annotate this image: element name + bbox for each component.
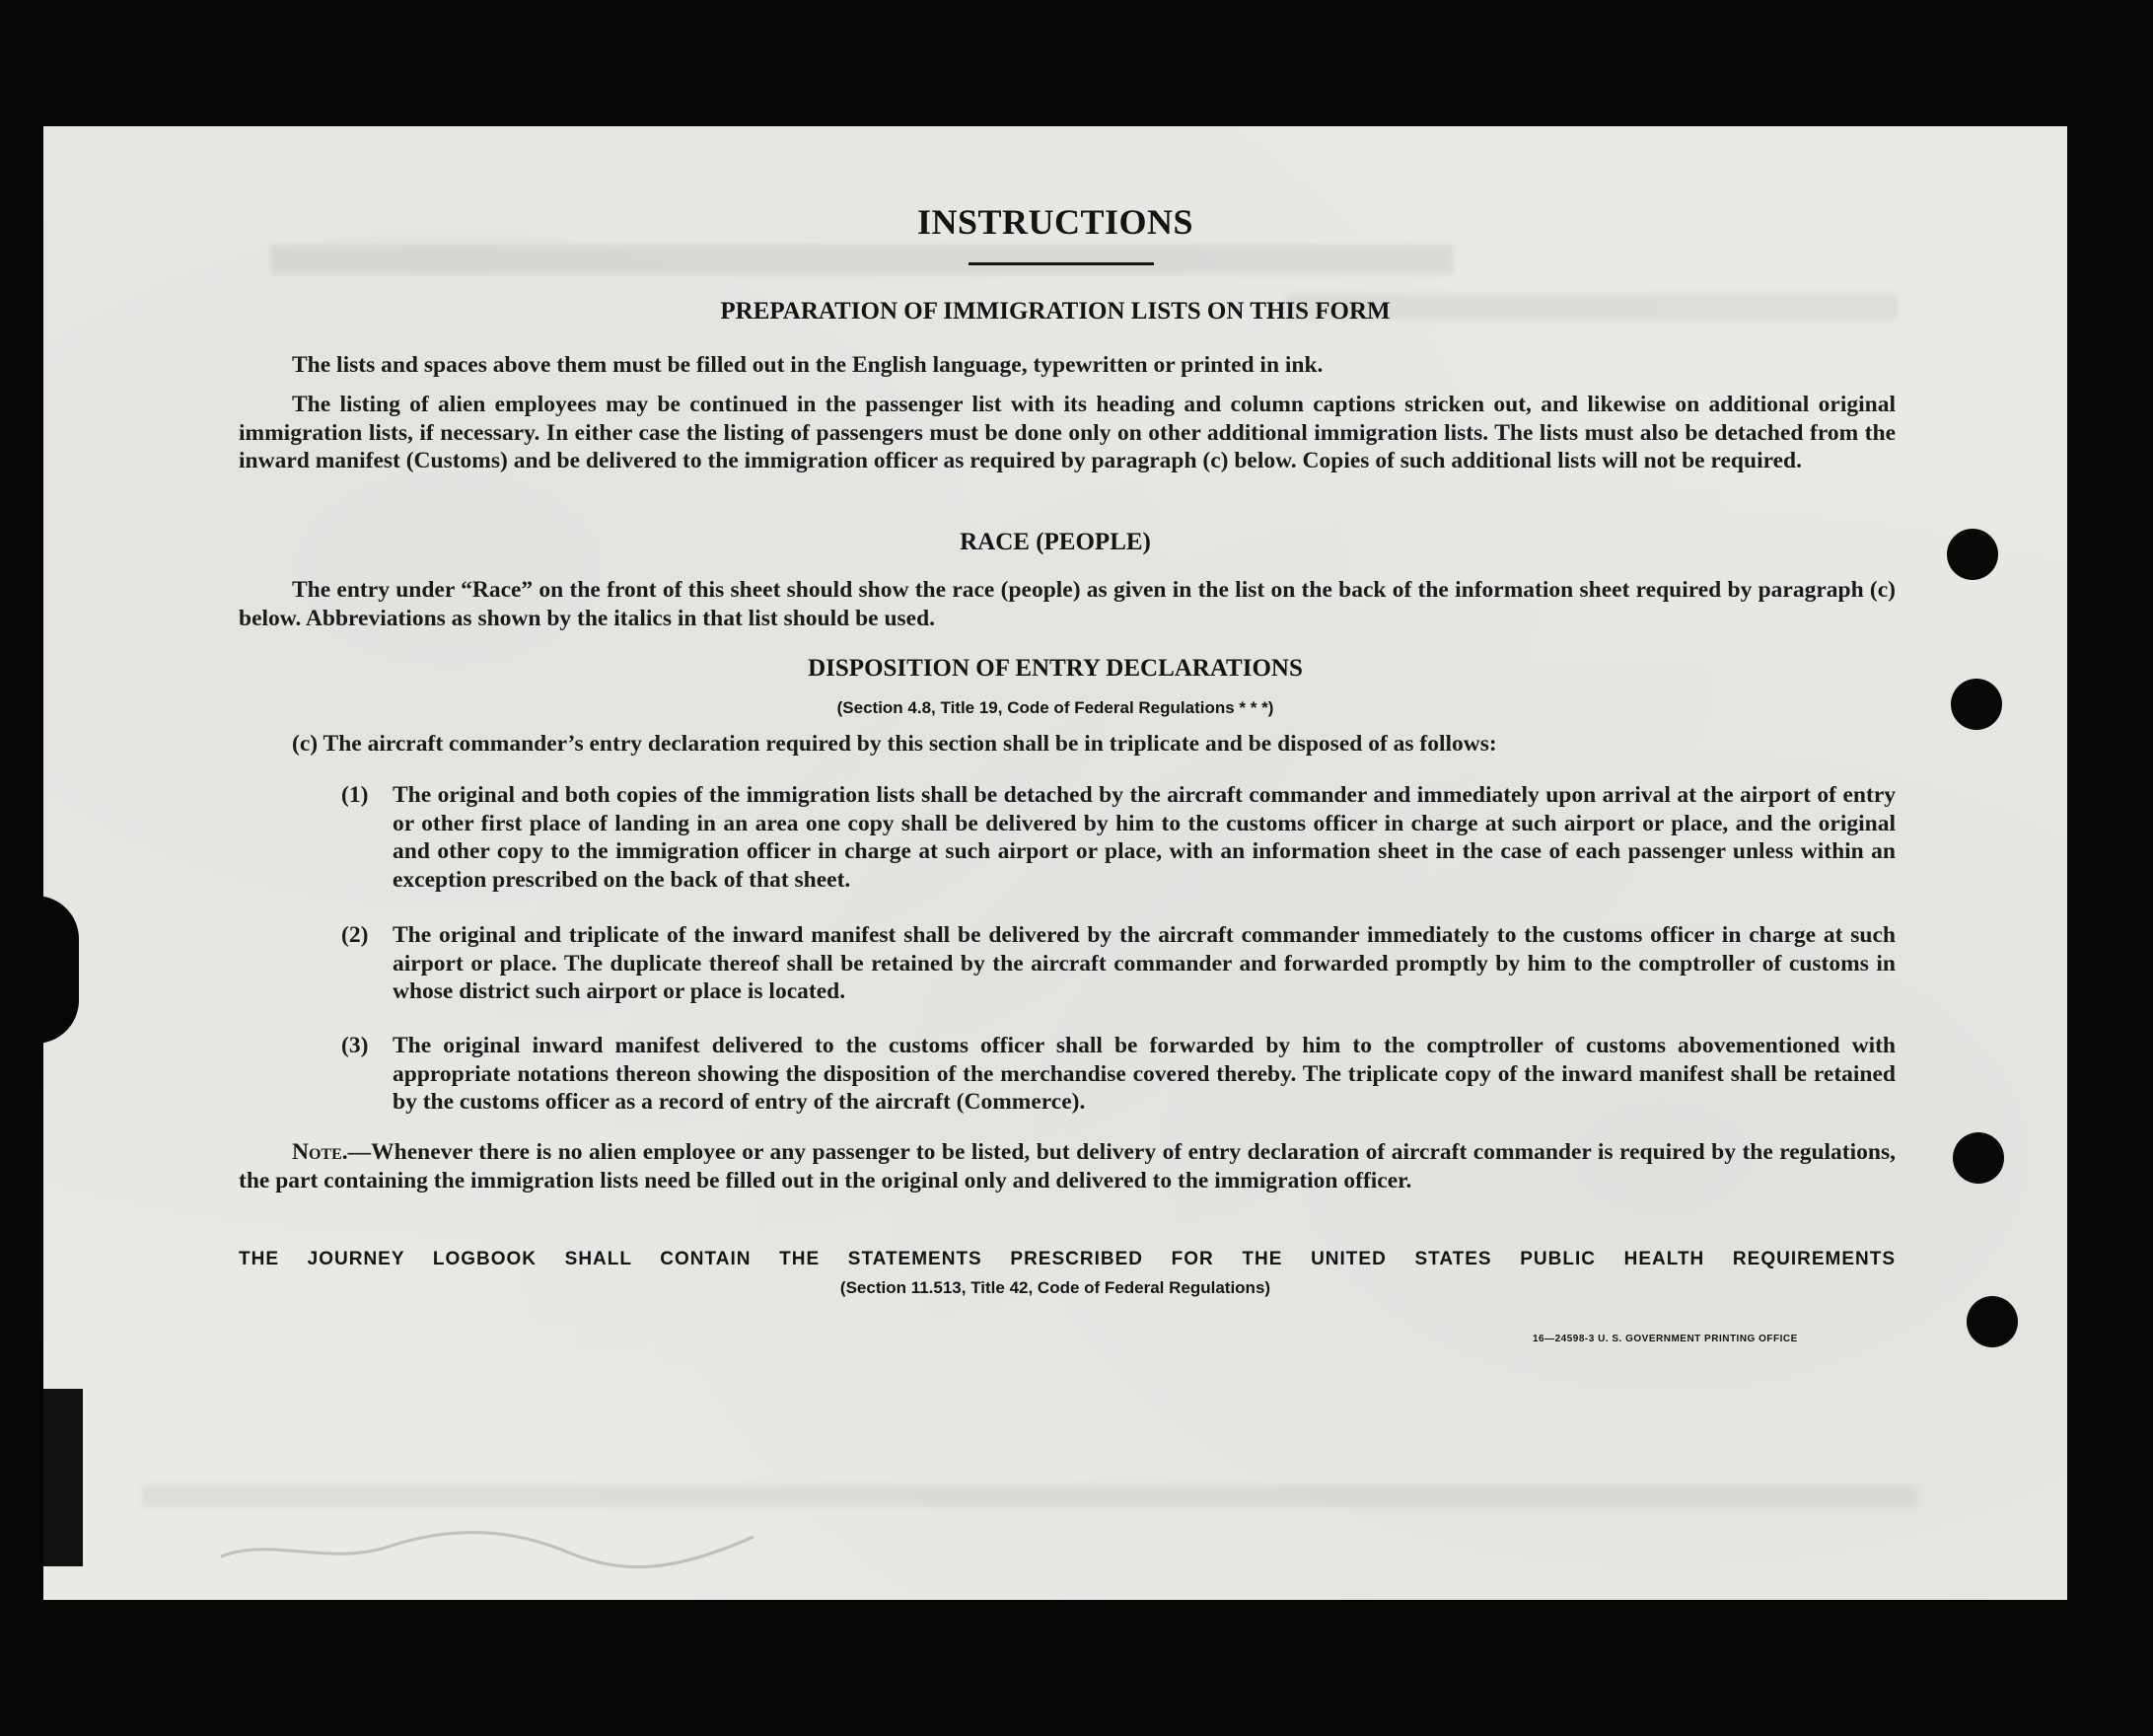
item-text: The original and triplicate of the inward manifest shall be delivered by the aircraft commander immediately to the customs officer in charge at such airport or place. The duplicate thereof shall be retained by the aircraft commander and forwarded promptly by him to the comptroller of customs in whose district such airport or place is located.: [393, 922, 1896, 1004]
document-title: INSTRUCTIONS: [916, 202, 1194, 242]
item-number: (2): [341, 922, 369, 948]
paragraph-c-text: The aircraft commander’s entry declaration required by this section shall be in triplicate and be disposed of as follows:: [323, 731, 1497, 757]
disposition-item-3: [341, 1032, 1896, 1117]
title-underline: [969, 262, 1154, 265]
preparation-paragraph-2: The listing of alien employees may be continued in the passenger list with its heading and column captions stricken out, and likewise on additional original immigration lists, if necessary. In either case the listing of passengers must be done only on other additional immigration lists. The lists must also be detached from the inward manifest (Customs) and be delivered to the immigration officer as required by paragraph (c) below. Copies of such additional lists will not be required.: [239, 392, 1896, 473]
document-content: [43, 126, 2067, 1600]
preparation-paragraph-1: The lists and spaces above them must be filled out in the English language, typewritten or printed in ink.: [292, 352, 1324, 378]
health-citation: (Section 11.513, Title 42, Code of Federal Regulations): [839, 1278, 1271, 1297]
disposition-citation: (Section 4.8, Title 19, Code of Federal Regulations * * *): [836, 698, 1274, 717]
printing-imprint: 16—24598-3 U. S. GOVERNMENT PRINTING OFFICE: [1533, 1334, 1798, 1344]
preparation-heading: PREPARATION OF IMMIGRATION LISTS ON THIS FORM: [720, 298, 1391, 325]
note-text: —Whenever there is no alien employee or any passenger to be listed, but delivery of entry declaration of aircraft commander is required by the regulations, the part containing the immigration lists need be filled out in the original only and delivered to the immigration officer.: [239, 1139, 1896, 1194]
disposition-intro: [239, 730, 1896, 759]
race-paragraph: The entry under “Race” on the front of this sheet should show the race (people) as given in the list on the back of the information sheet required by paragraph (c) below. Abbreviations as shown by the italics in that list should be used.: [239, 577, 1896, 631]
item-text: The original and both copies of the immigration lists shall be detached by the aircraft commander and immediately upon arrival at the airport of entry or other first place of landing in an area one copy shall be delivered by him to the customs officer in charge at such airport or place, and the original and other copy to the immigration officer in charge at such airport or place, with an information sheet in the case of each passenger unless within an exception prescribed on the back of that sheet.: [393, 782, 1896, 893]
note-paragraph: [239, 1138, 1896, 1194]
document-sheet: [43, 126, 2067, 1600]
paragraph-c-label: (c): [292, 731, 319, 757]
item-number: (3): [341, 1033, 369, 1058]
disposition-item-2: [341, 921, 1896, 1006]
disposition-heading: DISPOSITION OF ENTRY DECLARATIONS: [808, 655, 1303, 682]
item-number: (1): [341, 782, 369, 808]
note-label: Note.: [292, 1139, 348, 1165]
race-heading: RACE (PEOPLE): [960, 529, 1151, 555]
item-text: The original inward manifest delivered to the customs officer shall be forwarded by him to the comptroller of customs abovementioned with appropriate notations thereon showing the disposition of the merchandise covered thereby. The triplicate copy of the inward manifest shall be retained by the customs officer as a record of entry of the aircraft (Commerce).: [393, 1033, 1896, 1115]
disposition-item-1: [341, 781, 1896, 894]
health-statement: THE JOURNEY LOGBOOK SHALL CONTAIN THE STATEMENTS PRESCRIBED FOR THE UNITED STATES PUBLIC HEALTH REQUIREMENTS: [239, 1249, 1896, 1269]
